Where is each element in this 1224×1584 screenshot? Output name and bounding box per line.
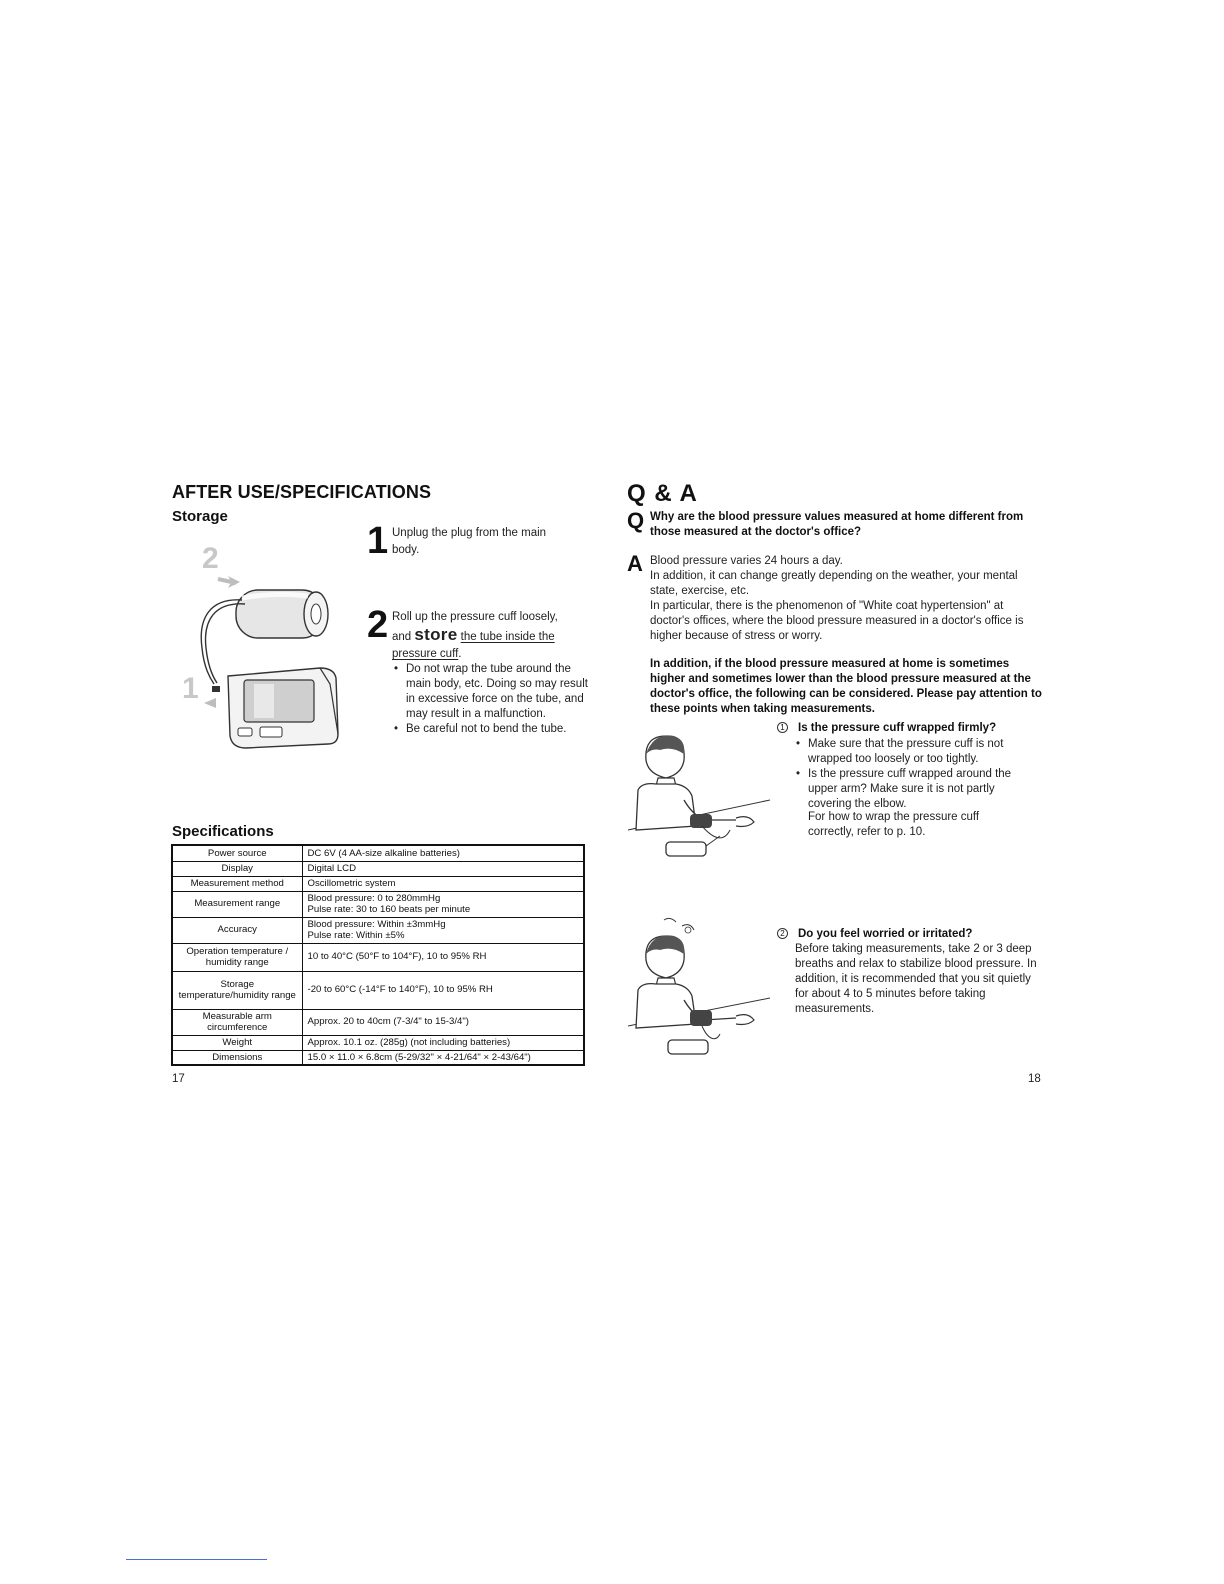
step-2-number: 2 <box>367 604 389 646</box>
spec-key: Weight <box>172 1035 302 1050</box>
storage-illustration <box>180 538 350 750</box>
step-2-bullets <box>392 662 588 737</box>
spec-value-line: Pulse rate: Within ±5% <box>307 930 405 941</box>
point-1-title-text: Is the pressure cuff wrapped firmly? <box>798 722 997 734</box>
answer-line: In addition, it can change greatly depending on the weather, your mental state, exercise, etc. <box>650 570 1018 597</box>
question-text: Why are the blood pressure values measured at home different from those measured at the doctor's office? <box>650 511 1024 538</box>
spec-key: Operation temperature / humidity range <box>172 943 302 971</box>
spec-key: Dimensions <box>172 1050 302 1065</box>
point-2-marker: 2 <box>777 928 788 939</box>
spec-value: -20 to 60°C (-14°F to 140°F), 10 to 95% RH <box>302 971 584 1009</box>
monitor-graphic <box>228 668 338 748</box>
spec-value: Digital LCD <box>302 861 584 876</box>
step-2-text: Roll up the pressure cuff loosely, and store the tube inside the pressure cuff. <box>392 611 558 660</box>
table-row <box>172 1050 584 1065</box>
arrow-icon <box>204 698 216 708</box>
table-row <box>172 1035 584 1050</box>
point-1-bullets <box>794 737 1032 812</box>
specifications-table <box>171 844 585 1066</box>
spec-value-line: Blood pressure: 0 to 280mmHg <box>307 892 441 904</box>
step-1-text: Unplug the plug from the main body. <box>392 527 547 556</box>
table-row <box>172 876 584 891</box>
list-item: • Make sure that the pressure cuff is not wrapped too loosely or too tightly. <box>794 737 1032 767</box>
spec-value-line: Blood pressure: Within ±3mmHg <box>307 918 446 930</box>
footer-link-line <box>126 1559 267 1560</box>
answer-text <box>650 554 1042 644</box>
step-2-store-word: store <box>414 625 458 644</box>
spec-value <box>302 917 584 943</box>
qa-title: Q & A <box>627 480 698 507</box>
spec-key: Storage temperature/humidity range <box>172 971 302 1009</box>
table-row <box>172 891 584 917</box>
table-row <box>172 943 584 971</box>
spec-key: Display <box>172 861 302 876</box>
spec-key: Measurable arm circumference <box>172 1009 302 1035</box>
table-row <box>172 861 584 876</box>
storage-heading: Storage <box>172 508 228 525</box>
page-title-after-use: AFTER USE/SPECIFICATIONS <box>172 482 432 502</box>
list-item: • Be careful not to bend the tube. <box>392 722 588 737</box>
spec-value: Approx. 20 to 40cm (7-3/4" to 15-3/4") <box>302 1009 584 1035</box>
step-1-number: 1 <box>367 520 389 562</box>
illustration-label-1: 1 <box>182 672 199 705</box>
table-row <box>172 845 584 861</box>
point-2-title-text: Do you feel worried or irritated? <box>798 928 973 940</box>
point-1-title <box>777 721 1039 736</box>
spec-value-line: Pulse rate: 30 to 160 beats per minute <box>307 904 471 915</box>
spec-value <box>302 891 584 917</box>
spec-value: 15.0 × 11.0 × 6.8cm (5-29/32" × 4-21/64" × 2-43/64") <box>302 1050 584 1065</box>
specifications-heading: Specifications <box>172 823 274 840</box>
table-row <box>172 917 584 943</box>
step-2-text-a: Roll up the pressure cuff loosely, <box>392 611 558 623</box>
step-2-text-c: pressure cuff <box>392 648 459 660</box>
page-number-left: 17 <box>172 1073 185 1085</box>
spec-value: Approx. 10.1 oz. (285g) (not including batteries) <box>302 1035 584 1050</box>
step-2-text-and: and <box>392 631 412 643</box>
spec-value: DC 6V (4 AA-size alkaline batteries) <box>302 845 584 861</box>
question-letter: Q <box>627 508 645 533</box>
emphasis-paragraph: In addition, if the blood pressure measured at home is sometimes higher and sometimes lower than the blood pressure measured at the doctor's office, the following can be considered. Please pay attention to these points when taking measurements. <box>650 658 1042 715</box>
answer-line: Blood pressure varies 24 hours a day. <box>650 555 843 567</box>
step-2-text-b: the tube inside the <box>460 631 555 643</box>
table-row <box>172 971 584 1009</box>
point-1-note: For how to wrap the pressure cuff correctly, refer to p. 10. <box>808 811 980 838</box>
list-item: • Do not wrap the tube around the main body, etc. Doing so may result in excessive force on the tube, and may result in a malfunction. <box>392 662 588 722</box>
page-number-right: 18 <box>1028 1073 1041 1085</box>
answer-letter: A <box>627 551 643 576</box>
spec-key: Power source <box>172 845 302 861</box>
point-2-text: Before taking measurements, take 2 or 3 deep breaths and relax to stabilize blood pressure. In addition, it is recommended that you sit quietly for about 4 to 5 minutes before taking measurements. <box>795 943 1037 1015</box>
list-item: • Is the pressure cuff wrapped around the upper arm? Make sure it is not partly covering the elbow. <box>794 767 1032 812</box>
pressure-cuff-graphic <box>236 590 328 638</box>
spec-key: Measurement method <box>172 876 302 891</box>
answer-line: In particular, there is the phenomenon of "White coat hypertension" at doctor's offices, where the blood pressure measured in a doctor's office is higher because of stress or worry. <box>650 600 1024 642</box>
spec-key: Accuracy <box>172 917 302 943</box>
person-measuring-illustration <box>624 730 774 860</box>
spec-key: Measurement range <box>172 891 302 917</box>
spec-value: 10 to 40°C (50°F to 104°F), 10 to 95% RH <box>302 943 584 971</box>
point-2-title <box>777 927 1039 942</box>
point-1-marker: 1 <box>777 722 788 733</box>
illustration-label-2: 2 <box>202 542 219 575</box>
table-row <box>172 1009 584 1035</box>
worried-person-illustration <box>624 916 774 1058</box>
spec-value: Oscillometric system <box>302 876 584 891</box>
